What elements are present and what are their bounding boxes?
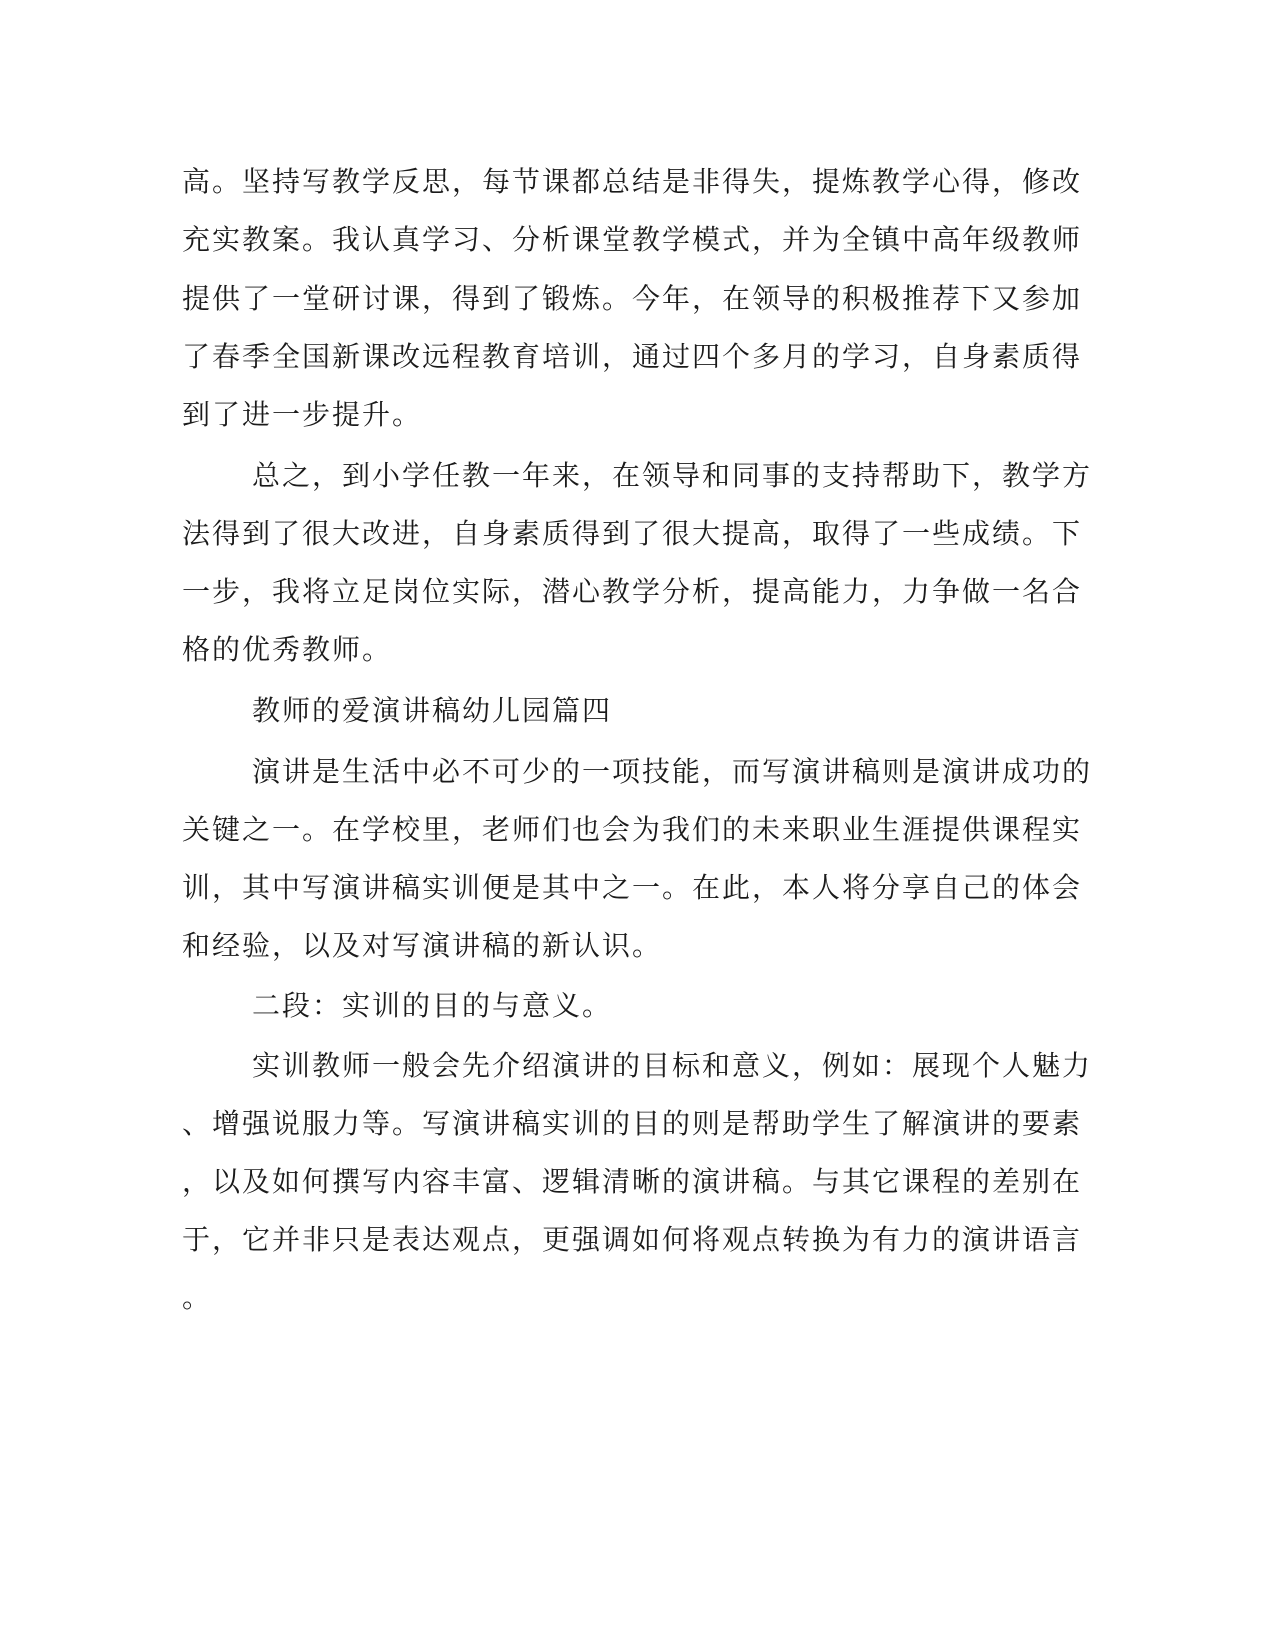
paragraph-line: 高。坚持写教学反思，每节课都总结是非得失，提炼教学心得，修改	[182, 165, 1083, 198]
paragraph-line: 总之，到小学任教一年来，在领导和同事的支持帮助下，教学方	[252, 459, 1093, 492]
paragraph-line: 一步，我将立足岗位实际，潜心教学分析，提高能力，力争做一名合	[182, 575, 1083, 608]
paragraph-line: 格的优秀教师。	[182, 633, 393, 666]
paragraph-line: 到了进一步提升。	[182, 398, 423, 431]
section-heading: 二段：实训的目的与意义。	[252, 989, 613, 1022]
paragraph-line: 提供了一堂研讨课，得到了锻炼。今年，在领导的积极推荐下又参加	[182, 282, 1083, 315]
paragraph-line: 演讲是生活中必不可少的一项技能，而写演讲稿则是演讲成功的	[252, 755, 1093, 788]
paragraph-line: 训，其中写演讲稿实训便是其中之一。在此，本人将分享自己的体会	[182, 871, 1083, 904]
paragraph-line: 关键之一。在学校里，老师们也会为我们的未来职业生涯提供课程实	[182, 813, 1083, 846]
paragraph-line: 。	[182, 1281, 213, 1314]
paragraph-line: 于，它并非只是表达观点，更强调如何将观点转换为有力的演讲语言	[182, 1223, 1083, 1256]
paragraph-line: 和经验，以及对写演讲稿的新认识。	[182, 929, 663, 962]
paragraph-line: 充实教案。我认真学习、分析课堂教学模式，并为全镇中高年级教师	[182, 223, 1083, 256]
paragraph-line: 、增强说服力等。写演讲稿实训的目的则是帮助学生了解演讲的要素	[182, 1107, 1083, 1140]
paragraph-line: 了春季全国新课改远程教育培训，通过四个多月的学习，自身素质得	[182, 340, 1083, 373]
section-heading: 教师的爱演讲稿幼儿园篇四	[252, 694, 613, 727]
paragraph-line: ，以及如何撰写内容丰富、逻辑清晰的演讲稿。与其它课程的差别在	[182, 1165, 1083, 1198]
paragraph-line: 法得到了很大改进，自身素质得到了很大提高，取得了一些成绩。下	[182, 517, 1083, 550]
paragraph-line: 实训教师一般会先介绍演讲的目标和意义，例如：展现个人魅力	[252, 1049, 1093, 1082]
